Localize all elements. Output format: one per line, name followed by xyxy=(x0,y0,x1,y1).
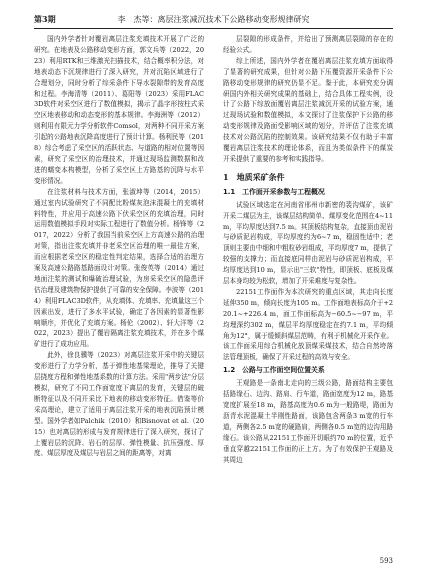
right-column xyxy=(223,34,393,465)
left-column xyxy=(34,34,204,459)
subsection-title: 1.1 工作面开采参数与工程概况 xyxy=(223,187,325,196)
body-paragraph: 此外，徐良骥等（2023）对离层注浆开采中的关键层变形进行了力学分析，基于弹性地基梁理论，推导了关键层挠度方程和弹性地基系数的计算方法。采用"两步法"分层模拟，研究了不同工作面宽度下离层的发育，关键层的破断特征以及不同开采比下地表的移动变形特征。借鉴等价采高理论，建立了适用于离层注浆开采的地表沉陷预计模型。国外学者如Palchik（2010）和Bisnovat et al.（2015）也对离层的形成与发育规律进行了深入研究，探讨了上覆岩层的沉降、岩石的层厚、弹性模量、抗压强度、厚度、煤层厚度及煤层与岩层之间的距离等，对离 xyxy=(34,351,204,458)
body-paragraph: 22151工作面作为本次研究的重点区域，其走向长度延伸350 m，倾向长度为105 m。工作面地表标高介于+220.1~+226.4 m，面工作面标高为−60.5~−97 m，平均埋深约302 m，煤层平均厚度稳定在约7.1 m，平均倾角为12°，属于缓倾斜煤层范畴，有利于机械化开采作业。该工作面采用综合机械化放顶煤采煤技术，结合自然垮落法管理顶板，确保了开采过程的高效与安全。 xyxy=(223,287,393,362)
body-paragraph: 国内外学者针对覆岩离层注浆充填技术开展了广泛的研究。在地表及公路移动变形方面，郭文兵等（2022，2023）利用RTK和三维激光扫描技术，结合概率积分法，对地表动态下沉规律进行了深入研究，并对沉陷区域进行了合理划分，同时分析了综采条件下导水裂隙带的发育高度和过程。李海清等（2011）、葛阳等（2023）采用FLAC3D软件对采空区进行了数值模拟，揭示了晶字形按柱式采空区地表移动和动态变形的基本规律。李海洲等（2012）则利用有限元力学分析软件Comsol，对两种不同开采方案引起的公路地表沉降高度进行了预计计算。杨利民等（2018）综合考虑了采空区的活跃状态、与道路的相对位置等因素，研究了采空区的治理技术，并通过现场监测数据和改进的蠕变本构模型，分析了采空区上方路基的沉降与水平变形情况。 xyxy=(34,35,204,185)
page-number: 593 xyxy=(379,557,393,565)
section-title: 1 地质采矿条件 xyxy=(223,171,285,182)
body-paragraph: 层裂隙的形成条件，并给出了预测离层裂隙的存在的经验公式。 xyxy=(223,35,393,54)
body-paragraph: 综上所述，国内外学者在覆岩离层注浆充填方面取得了显著的研究成果，但针对公路下压覆资源开采条件下公路移动变形规律的研究仍显不足。鉴于此，本研究充分调研国内外相关研究成果的基础上，结合具体工程实例，设计了公路下综放面覆岩离层注浆减沉开采的试验方案，通过现场试验和数值模拟，本文探讨了注浆保护下公路的移动变形规律及路面受影响区域的划分，并评估了注浆充填技术对公路沉陷的控制效果。该研究结果不仅有助于丰富覆岩离层注浆技术的理论体系，而且为类似条件下的煤炭开采提供了重要的参考和实践指导。 xyxy=(223,56,393,163)
body-paragraph: 王观路是一条南北走向的三级公路，路面结构主要包括路缘石、边沟、路肩、行车道，路面宽度为12 m，路基宽度扩展至18 m，路基高度为0.6 m为一般路堤，路面为沥青水泥混凝土半刚性路面，该路包含两条3 m宽的行车道，两侧各2.5 m宽的硬路肩，两侧各0.5 m宽的边沟用路缘石。该公路从22151工作面开切眼约70 m的位置，近乎垂直穿越22151工作面的正上方。为了有效保护王观路及其周边 xyxy=(223,379,393,464)
running-title: 李 杰等：离层注浆减沉技术下公路移动变形规律研究 xyxy=(117,15,310,24)
body-paragraph: 在注浆材料与技术方面，张淑坤等（2014，2015）通过室内试验研究了不同配比粉煤灰泡沫混凝土的充填材料特性，并应用于高速公路下伏采空区的充填治理，同时运用数值模拟手段对实际工程进行了数值分析。杨锋等（2017，2022）分析了我国当前采空区上方高速公路的治理对策，指出注浆充填并非老采空区治理的唯一最佳方案，而应根据老采空区的稳定性判定结果，选择合适的治理方案及高速公路路基路面设计对策。张俊英等（2014）通过地面注浆的测试和爆破治理试验，为房采采空区的隐患评估治理及建筑物保护提供了可靠的安全保障。李波等（2014）利用FLAC3D软件，从充填体、充填率、充填量这三个因素出发，进行了多水平试验，确定了各因素的显著性影响顺序，并优化了充填方案。杨伦（2002）、轩大洋等（2022，2023）提出了覆岩隔离注浆充填技术，并在多个煤矿进行了成功应用。 xyxy=(34,187,204,349)
running-header xyxy=(34,14,393,29)
issue-label: 第3期 xyxy=(34,14,56,24)
subsection-title: 1.2 公路与工作面空间位置关系 xyxy=(223,366,325,375)
body-paragraph: 试验区域选定在河南省邢州市新密的裴沟煤矿，该矿开采二煤层为主，该煤层结构简单、煤厚变化范围在4~11 m，平均厚度达到7.5 m。其顶板结构复杂，直接顶由泥岩与砂质泥岩构成，平均厚度约为6~7 m，稳固性适中；老顶则主要由中细和中粗粒砂岩组成，平均厚度7 m，提供了较强的支撑力；而直接底同样由泥岩与砂质泥岩构成，平均厚度达到10 m，显示出"三软"特性，即顶板、底板及煤层本身均较为松软，增加了开采难度与复杂性。 xyxy=(223,200,393,286)
